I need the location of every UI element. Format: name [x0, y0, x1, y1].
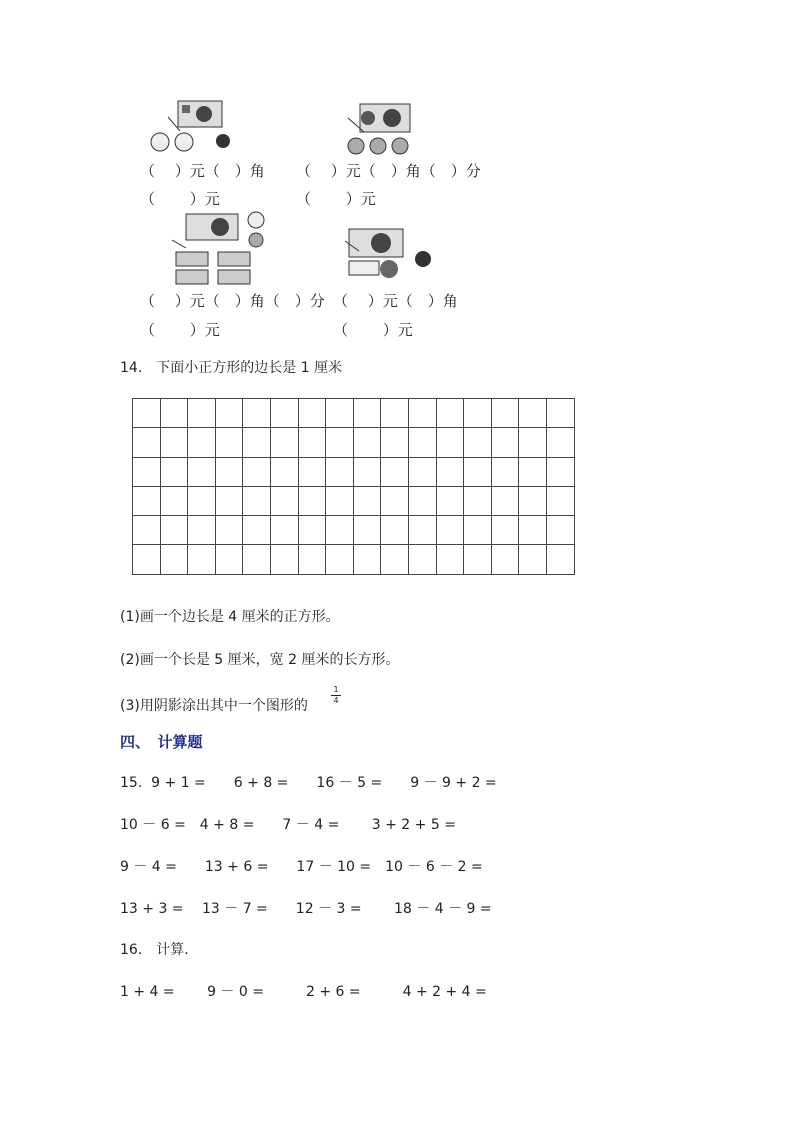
money-figure-1 [148, 95, 258, 157]
fraction-one-quarter [331, 686, 341, 705]
task-2: (2)画一个长是 5 厘米，宽 2 厘米的长方形。 [120, 652, 400, 668]
grid-row [133, 545, 575, 574]
q15-line-4: 13 + 3 = 13 － 7 = 12 － 3 = 18 － 4 － 9 = [120, 901, 492, 917]
grid-row [133, 457, 575, 486]
q15-line-3: 9 － 4 = 13 + 6 = 17 － 10 = 10 － 6 － 2 = [120, 859, 483, 875]
money-answer-1-line1: （ ）元（ ）角 [140, 162, 265, 180]
money-answer-2-line2: （ ）元 [296, 190, 376, 208]
q15-line-2: 10 － 6 = 4 + 8 = 7 － 4 = 3 + 2 + 5 = [120, 817, 456, 833]
section-heading: 四、 计算题 [120, 733, 203, 751]
fraction-numerator: 1 [333, 685, 339, 694]
question-14-title: 14. 下面小正方形的边长是 1 厘米 [120, 360, 343, 376]
square-grid [132, 398, 575, 575]
grid-row [133, 428, 575, 457]
money-answer-3-line2: （ ）元 [140, 321, 220, 339]
q16-line: 1 + 4 = 9 － 0 = 2 + 6 = 4 + 2 + 4 = [120, 984, 487, 1000]
money-answer-3-line1: （ ）元（ ）角（ ）分 [140, 292, 325, 310]
money-figure-2 [338, 100, 448, 158]
money-figure-3 [172, 210, 272, 285]
grid-row [133, 399, 575, 428]
money-answer-4-line2: （ ）元 [333, 321, 413, 339]
money-answer-4-line1: （ ）元（ ）角 [333, 292, 458, 310]
task-3: (3)用阴影涂出其中一个图形的 [120, 698, 308, 714]
fraction-denominator: 4 [333, 696, 339, 705]
money-answer-2-line1: （ ）元（ ）角（ ）分 [296, 162, 481, 180]
task-1: (1)画一个边长是 4 厘米的正方形。 [120, 609, 340, 625]
q15-line-1: 15. 9 + 1 = 6 + 8 = 16 － 5 = 9 － 9 + 2 = [120, 775, 497, 791]
grid-row [133, 516, 575, 545]
money-answer-1-line2: （ ）元 [140, 190, 220, 208]
question-16-title: 16. 计算． [120, 942, 199, 958]
grid-row [133, 486, 575, 515]
money-figure-4 [345, 225, 445, 285]
